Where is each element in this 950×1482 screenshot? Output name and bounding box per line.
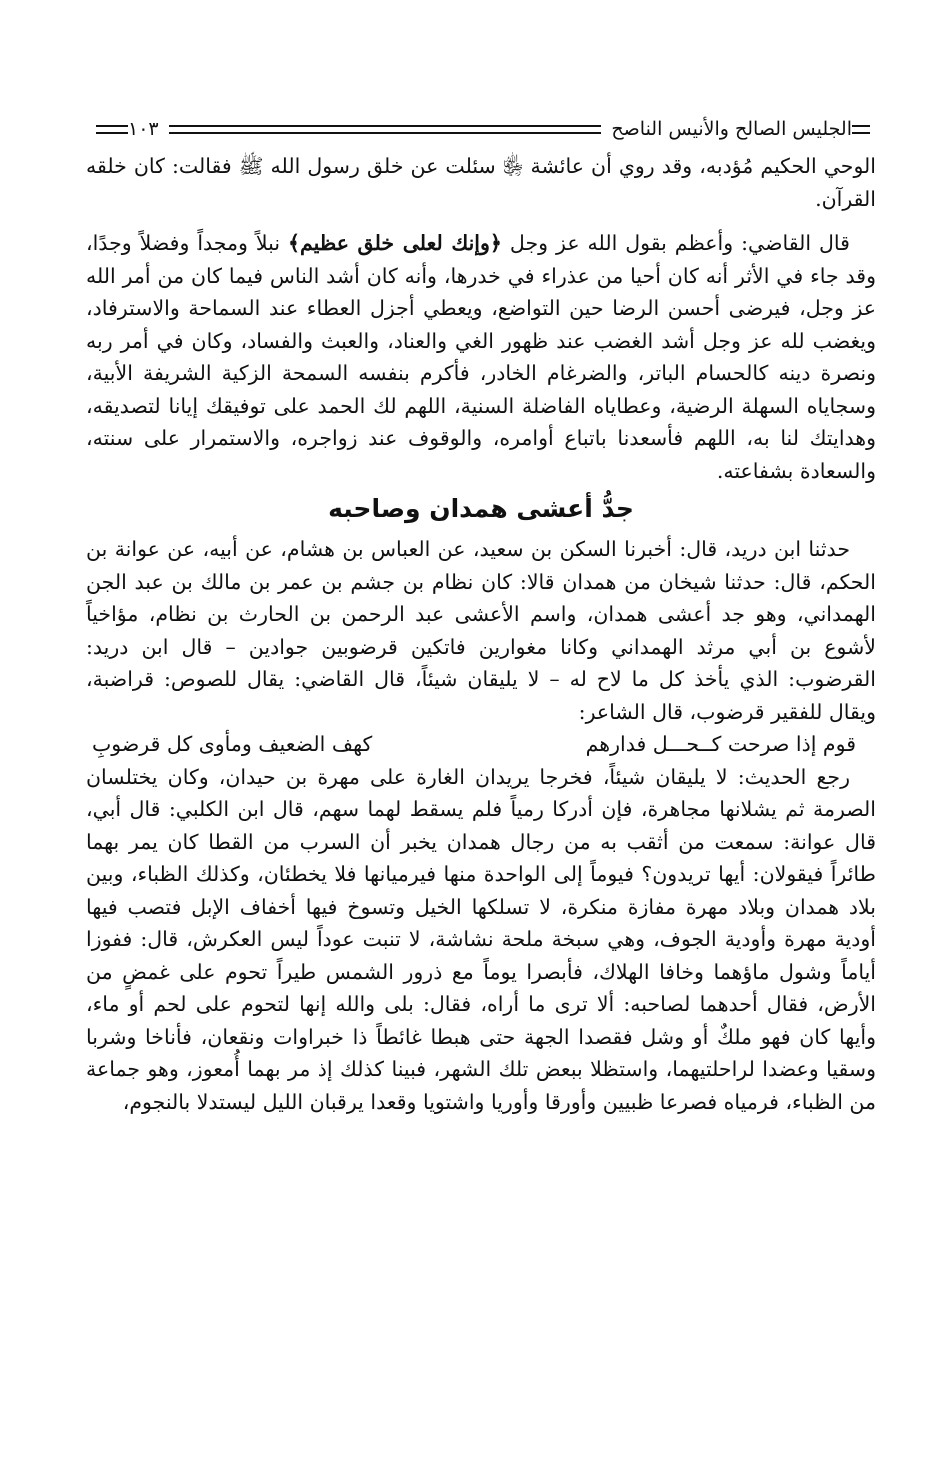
poem-first-hemistich: قوم إذا صرحت كــحـــل فدارهم <box>585 732 856 756</box>
paragraph-narration-chain: حدثنا ابن دريد، قال: أخبرنا السكن بن سعيد، عن العباس بن هشام، عن أبيه، عن عوانة بن الحكم، قال: حدثنا شيخان من همدان قالا: كان نظام بن جشم بن عمر بن مالك بن عبد الجن الهمداني، وهو جد أعشى همدان، واسم الأعشى عبد الرحمن بن الحارث بن نظام، مؤاخياً لأشوع بن أبي مرثد الهمداني وكانا مغوارين فاتكين قرضوبين جوادين – قال ابن دريد: القرضوب: الذي يأخذ كل ما لاح له – لا يليقان شيئاً، قال القاضي: يقال للصوص: قراضبة، ويقال للفقير قرضوب، قال الشاعر: <box>86 537 876 724</box>
page-number: ١٠٣ <box>128 118 159 140</box>
running-header <box>86 108 876 150</box>
header-rule-start <box>852 125 870 134</box>
qadi-intro-text: قال القاضي: وأعظم بقول الله عز وجل <box>501 231 850 255</box>
header-title: الجليس الصالح والأنيس الناصح <box>611 118 852 140</box>
paragraph-qadi-comment <box>86 227 876 487</box>
header-rule-end <box>96 125 128 134</box>
paragraph-story: رجع الحديث: لا يليقان شيئاً، فخرجا يريدان الغارة على مهرة بن حيدان، وكان يختلسان الصرمة ثم يشلانها مجاهرة، فإن أدركا رمياً فلم يسقط لهما سهم، قال ابن الكلبي: قال أبي، قال عوانة: سمعت من أثقب به من رجال همدان يخبر أن السرب من القطا كان يمر بهما طائراً فيقولان: أيها تريدون؟ فيوماً إلى الواحدة منها فيرميانها فلا يخطئان، وكذلك الظباء، وبين بلاد همدان وبلاد مهرة مفازة منكرة، لا تسلكها الخيل وتسوخ فيها أخفاف الإبل فتصب فيها أودية مهرة وأودية الجوف، وهي سبخة ملحة نشاشة، لا تنبت عوداً ليس العكرش، قال: ففوزا أياماً وشول ماؤهما وخافا الهلاك، فأبصرا يوماً مع ذرور الشمس طيراً تحوم على غمضٍ من الأرض، فقال أحدهما لصاحبه: ألا ترى ما أراه، فقال: بلى والله إنها لتحوم على لحم أو ماء، وأيها كان فهو ملكٌ أو وشل فقصدا الجهة حتى هبطا غائطاً ذا خبراوات ونقعان، فأناخا وشربا وسقيا وعضدا لراحلتيهما، واستظلا ببعض تلك الشهر، فبينا كذلك إذ مر بهما أُمعوز، وهو جماعة من الظباء، فرمياه فصرعا ظبيين وأورقا وأوريا واشتويا وقعدا يرقبان الليل ليستدلا بالنجوم، <box>86 764 876 1114</box>
book-page <box>86 108 876 1118</box>
paragraph-gap <box>86 215 876 227</box>
section-heading: جدُّ أعشى همدان وصاحبه <box>328 494 634 523</box>
paragraph-continuation: الوحي الحكيم مُؤدبه، وقد روي أن عائشة ﵂ سئلت عن خلق رسول الله ﷺ فقالت: كان خلقه القرآن. <box>86 154 876 211</box>
header-rule-middle <box>169 125 602 134</box>
qadi-comment-text: نبلاً ومجداً وفضلاً وجدًا، وقد جاء في الأثر أنه كان أحيا من عذراء في خدرها، وأنه كان أشد الناس فيما كان من أمر الله عز وجل، فيرضى أحسن الرضا حين التواضع، ويعطي أجزل العطاء عند السماحة والاسترفاد، ويغضب لله عز وجل أشد الغضب عند ظهور الغي والعناد، والعبث والفساد، وكان في أمر ربه ونصرة دينه كالحسام الباتر، والضرغام الخادر، فأكرم بنفسه السمحة الزكية الشريفة الأبية، وسجاياه السهلة الرضية، وعطاياه الفاضلة السنية، اللهم لك الحمد على توفيقك إيانا لتصديقه، وهدايتك لنا به، اللهم فأسعدنا باتباع أوامره، والوقوف عند زواجره، والاستمرار على سنته، والسعادة بشفاعته. <box>86 231 876 483</box>
poem-second-hemistich: كهف الضعيف ومأوى كل قرضوبِ <box>92 732 373 756</box>
poem-verse <box>86 728 876 761</box>
quran-verse: ﴿وإنك لعلى خلق عظيم﴾ <box>288 231 502 255</box>
